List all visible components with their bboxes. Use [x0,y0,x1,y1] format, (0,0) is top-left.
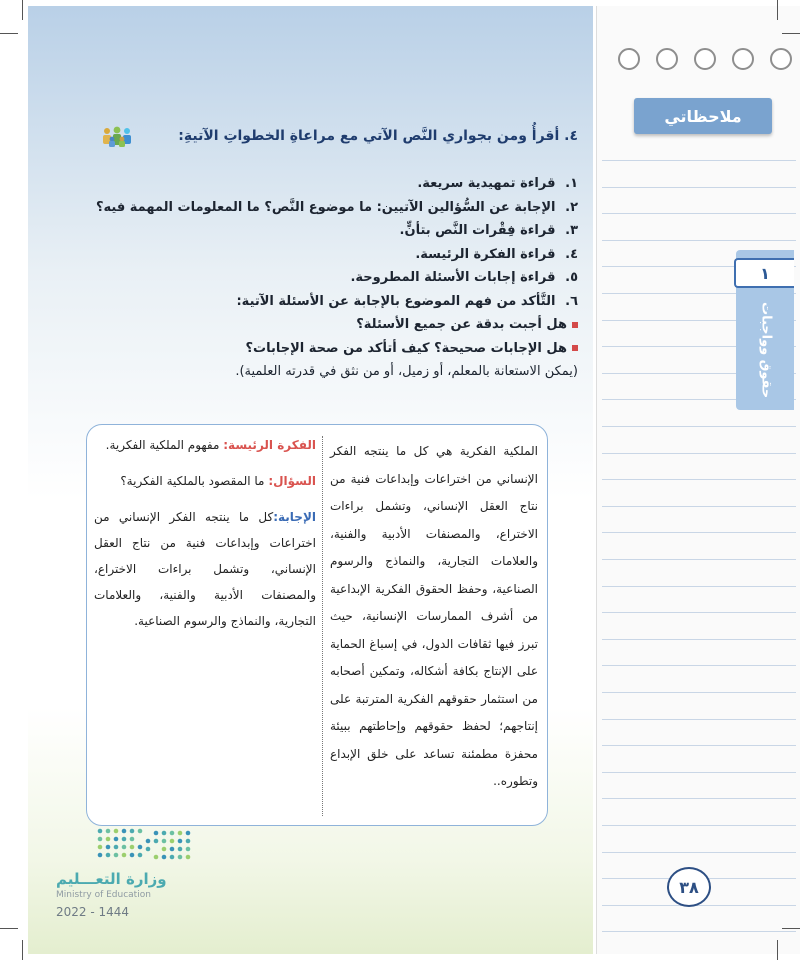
steps-list [96,172,578,384]
ring-icon [770,48,792,70]
ring-icon [694,48,716,70]
question-label: السؤال: [268,474,316,488]
notes-column [596,6,800,954]
ring-icon [618,48,640,70]
crop-mark [0,33,18,34]
answer [94,504,316,634]
crop-mark [782,33,800,34]
bullet-icon [572,322,578,328]
question-text: ما المقصود بالملكية الفكرية؟ [120,474,265,488]
crop-mark [777,0,778,20]
people-group-icon [100,126,134,148]
analysis-column [94,432,316,634]
crop-mark [0,928,18,929]
answer-label: الإجابة: [273,510,316,524]
edition-year: 2022 - 1444 [56,905,130,919]
crop-mark [22,0,23,20]
exercise-heading: ٤. أقرأُ ومن بجواري النَّص الآتي مع مراعاةِ الخطواتِ الآتيةِ: [178,128,578,144]
side-tab-label: حقوق وواجبات [758,301,774,399]
notebook-rings [618,48,792,70]
list-item: ١. قراءة تمهيدية سريعة. [417,176,578,191]
main-idea-text: مفهوم الملكية الفكرية. [105,438,220,452]
notes-header: ملاحظاتي [634,98,772,134]
answer-text: كل ما ينتجه الفكر الإنساني من اختراعات وإبداعات فنية من نتاج العقل الإنساني، وتشمل براءات الاختراع، والمصنفات الأدبية والفنية، والعلامات التجارية، والنماذج والرسوم الصناعية. [94,510,316,628]
ring-icon [732,48,754,70]
helper-note: (يمكن الاستعانة بالمعلم، أو زميل، أو من نثق في قدرته العلمية). [235,364,578,379]
bullet-icon [572,345,578,351]
list-item: ٤. قراءة الفكرة الرئيسة. [415,246,578,262]
main-idea-label: الفكرة الرئيسة: [223,438,316,452]
crop-mark [22,940,23,960]
ring-icon [656,48,678,70]
column-divider [322,436,323,816]
crop-mark [782,928,800,929]
list-item: ٢. الإجابة عن السُّؤالين الآتيين: ما موضوع النَّص؟ ما المعلومات المهمة فيه؟ [96,199,578,215]
ministry-name-english: Ministry of Education [56,890,151,900]
list-item: ٣. قراءة فِقْرات النَّص بتأنٍّ. [399,223,578,238]
passage-text: الملكية الفكرية هي كل ما ينتجه الفكر الإنساني من اختراعات وإبداعات فنية من نتاج العقل الإنساني، وتشمل براءات الاختراع، والمصنفات الأدبية والفنية، والعلامات التجارية، والنماذج والرسوم الصناعية، وحفظ الحقوق الفكرية الإبداعية من أشرف الممارسات الإنسانية، حيث تبرز فيها ثقافات الدول، في إسباغ الحماية على الإنتاج بكافة أشكاله، وتمكين أصحابه من استثمار حقوقهم الفكرية المترتبة على إنتاجهم؛ لحفظ حقوقهم وإحاطتهم ببيئة محفزة مطمئنة تساعد على خلق الإبداع وتطوره.. [330,444,538,788]
side-tab-number: ١ [734,258,794,288]
sub-question: هل الإجابات صحيحة؟ كيف أتأكد من صحة الإجابات؟ [108,337,578,361]
ministry-name-arabic: وزارة التعـــليم [56,870,167,888]
crop-mark [777,940,778,960]
page-number: ٣٨ [667,867,711,907]
main-idea [94,432,316,458]
question [94,468,316,494]
sub-question: هل أجبت بدقة عن جميع الأسئلة؟ [108,313,578,337]
list-item: ٥. قراءة إجابات الأسئلة المطروحة. [350,270,578,285]
ministry-logo-icon [96,826,192,864]
list-item: ٦. التَّأكد من فهم الموضوع بالإجابة عن الأسئلة الآتية: [236,293,578,309]
